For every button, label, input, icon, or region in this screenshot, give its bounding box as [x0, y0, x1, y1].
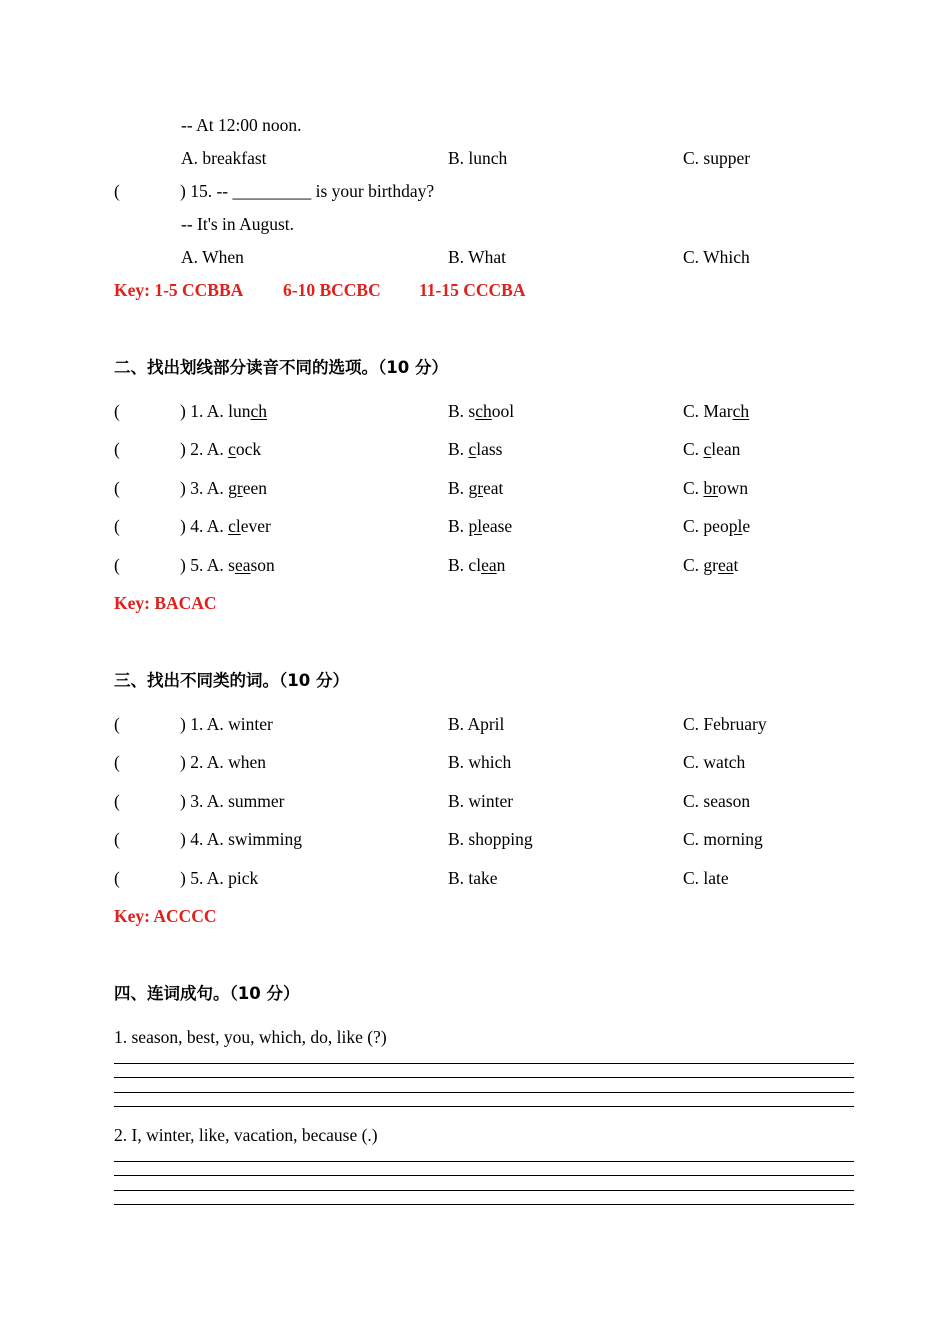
option-b — [448, 555, 505, 575]
option-b: B. which — [448, 752, 512, 772]
underlined-letters: c — [468, 439, 477, 459]
option-text: C. Mar — [683, 401, 733, 421]
option-c: C. season — [683, 791, 751, 811]
q15-option-a: A. When — [181, 247, 244, 267]
q15-option-c: C. Which — [683, 247, 750, 267]
underlined-letters: ch — [475, 401, 492, 421]
option-b: B. winter — [448, 791, 514, 811]
answer-paren[interactable]: ( — [114, 829, 120, 849]
underlined-letters: br — [703, 478, 719, 498]
option-text: C. gr — [683, 555, 718, 575]
answer-paren[interactable]: ( — [114, 439, 120, 459]
writing-line[interactable] — [114, 1161, 854, 1162]
question-row — [114, 868, 258, 888]
option-c: C. late — [683, 868, 729, 888]
underlined-letters: c — [228, 439, 236, 459]
question-number: ) 2. A. — [180, 439, 229, 459]
answer-paren[interactable]: ( — [114, 791, 120, 811]
option-text: own — [718, 478, 749, 498]
option-text: eat — [483, 478, 504, 498]
option-b — [448, 516, 512, 536]
option-text: C. — [683, 478, 704, 498]
option-text: son — [250, 555, 275, 575]
option-b: B. take — [448, 868, 498, 888]
option-a — [228, 439, 261, 459]
option-a: ) 5. A. pick — [180, 868, 259, 888]
option-text: ease — [482, 516, 513, 536]
option-c: C. morning — [683, 829, 763, 849]
option-text: C. — [683, 439, 704, 459]
question-number: ) 3. A. — [180, 478, 229, 498]
answer-key-1-5: Key: 1-5 CCBBA — [114, 280, 244, 300]
option-b — [448, 439, 502, 459]
question-number: ) 1. A. — [180, 401, 229, 421]
writing-line[interactable] — [114, 1092, 854, 1093]
section-2-key: Key: BACAC — [114, 593, 217, 613]
sentence-prompt-2: 2. I, winter, like, vacation, because (.) — [114, 1125, 378, 1145]
answer-paren[interactable]: ( — [114, 478, 120, 498]
question-row — [114, 478, 267, 498]
answer-paren[interactable]: ( — [114, 516, 120, 536]
writing-line[interactable] — [114, 1190, 854, 1191]
writing-line[interactable] — [114, 1175, 854, 1176]
option-text: B. s — [448, 401, 476, 421]
option-a — [228, 516, 271, 536]
option-text: n — [496, 555, 506, 575]
q15-row — [114, 181, 434, 201]
option-text: B. cl — [448, 555, 482, 575]
question-number: ) 5. A. — [180, 555, 229, 575]
underlined-letters: gr — [228, 478, 243, 498]
question-row — [114, 401, 267, 421]
option-c — [683, 555, 738, 575]
writing-line[interactable] — [114, 1204, 854, 1205]
question-number: ) 4. A. — [180, 516, 229, 536]
option-a: ) 2. A. when — [180, 752, 267, 772]
underlined-letters: ea — [718, 555, 734, 575]
answer-paren[interactable]: ( — [114, 752, 120, 772]
q14-option-a: A. breakfast — [181, 148, 267, 168]
option-a — [228, 555, 275, 575]
q14-option-c: C. supper — [683, 148, 751, 168]
answer-key-6-10: 6-10 BCCBC — [283, 280, 381, 300]
option-text: een — [242, 478, 267, 498]
question-row — [114, 555, 275, 575]
option-text: lun — [228, 401, 251, 421]
option-c — [683, 478, 748, 498]
option-a: ) 3. A. summer — [180, 791, 285, 811]
underlined-letters: ch — [250, 401, 268, 421]
option-c: C. watch — [683, 752, 746, 772]
q14-answer-line: -- At 12:00 noon. — [181, 115, 302, 135]
option-text: lean — [711, 439, 741, 459]
question-row — [114, 829, 302, 849]
underlined-letters: pl — [468, 516, 483, 536]
underlined-letters: c — [703, 439, 712, 459]
answer-paren[interactable]: ( — [114, 401, 120, 421]
option-text: lass — [476, 439, 503, 459]
option-a: ) 1. A. winter — [180, 714, 273, 734]
option-text: ock — [235, 439, 262, 459]
section-3-key: Key: ACCCC — [114, 906, 217, 926]
option-text: e — [742, 516, 751, 536]
option-text: B. — [448, 516, 469, 536]
writing-line[interactable] — [114, 1077, 854, 1078]
option-c: C. February — [683, 714, 767, 734]
option-text: B. — [448, 439, 469, 459]
option-text: ever — [240, 516, 271, 536]
option-text: B. — [448, 478, 469, 498]
section-4-title: 四、连词成句。（10 分） — [114, 984, 300, 1003]
section-3-title: 三、找出不同类的词。（10 分） — [114, 671, 349, 690]
option-b: B. shopping — [448, 829, 533, 849]
option-b — [448, 401, 514, 421]
answer-paren[interactable]: ( — [114, 555, 120, 575]
question-row — [114, 439, 261, 459]
underlined-letters: ch — [732, 401, 750, 421]
option-a — [228, 401, 267, 421]
underlined-letters: gr — [468, 478, 484, 498]
writing-line[interactable] — [114, 1106, 854, 1107]
question-row — [114, 516, 271, 536]
option-c — [683, 401, 749, 421]
sentence-prompt-1: 1. season, best, you, which, do, like (?) — [114, 1027, 387, 1047]
answer-paren[interactable]: ( — [114, 714, 120, 734]
option-text: C. peo — [683, 516, 729, 536]
writing-line[interactable] — [114, 1063, 854, 1064]
answer-key-11-15: 11-15 CCCBA — [419, 280, 526, 300]
option-b — [448, 478, 503, 498]
q15-question: ) 15. -- _________ is your birthday? — [180, 181, 435, 201]
option-text: t — [733, 555, 739, 575]
question-row — [114, 752, 266, 772]
q15-answer-line: -- It's in August. — [181, 214, 295, 234]
underlined-letters: cl — [228, 516, 241, 536]
option-text: ool — [491, 401, 515, 421]
option-c — [683, 439, 740, 459]
q14-option-b: B. lunch — [448, 148, 508, 168]
question-row — [114, 714, 273, 734]
underlined-letters: ea — [234, 555, 251, 575]
answer-paren[interactable]: ( — [114, 868, 120, 888]
answer-paren[interactable]: ( — [114, 181, 120, 201]
option-text: s — [228, 555, 235, 575]
option-a — [228, 478, 267, 498]
underlined-letters: ea — [481, 555, 497, 575]
section-2-title: 二、找出划线部分读音不同的选项。（10 分） — [114, 358, 448, 377]
option-c — [683, 516, 750, 536]
question-row — [114, 791, 285, 811]
option-b: B. April — [448, 714, 505, 734]
option-a: ) 4. A. swimming — [180, 829, 303, 849]
q15-option-b: B. What — [448, 247, 507, 267]
underlined-letters: pl — [728, 516, 743, 536]
